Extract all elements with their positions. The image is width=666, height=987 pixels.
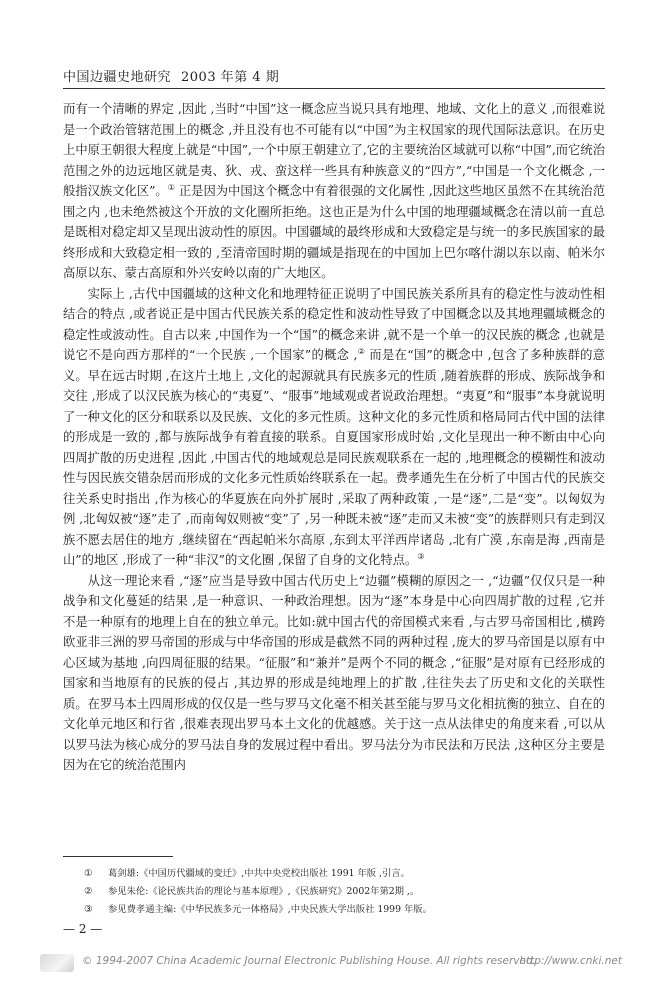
running-header [63, 66, 603, 85]
journal-title: 中国边疆史地研究 [63, 70, 172, 85]
paragraph-3-text: 从这一理论来看 ,“逐”应当是导致中国古代历史上“边疆”模糊的原因之一 ,“边疆”仅仅只是一种战争和文化蔓延的结果 ,是一种意识、一种政治理想。因为“逐”本身是中心向四周扩散的过程 ,它并不是一种原有的地理上自在的独立单元。比如:就中国古代的帝国模式来看 ,与古罗马帝国相比 ,横跨欧亚非三洲的罗马帝国的形成与中华帝国的形成是截然不同的两种过程 ,庞大的罗马帝国是以原有中心区域为基地 ,向四周征服的结果。“征服”和“兼并”是两个不同的概念 ,“征服”是对原有已经形成的国家和当地原有的民族的侵占 ,其边界的形成是纯地理上的扩散 ,往往失去了历史和文化的关联性质。在罗马本土四周形成的仅仅是一些与罗马文化毫不相关甚至能与罗马文化相抗衡的独立、自在的文化单元地区和行省 ,很难表现出罗马本土文化的优越感。关于这一点从法律史的角度来看 ,可以从以罗马法为核心成分的罗马法自身的发展过程中看出。罗马法分为市民法和万民法 ,这种区分主要是因为在它的统治范围内 [63, 573, 605, 772]
footnote-1 [84, 865, 604, 883]
paragraph-2 [63, 284, 605, 571]
footer-url-link[interactable]: http://www.cnki.net [519, 955, 622, 967]
paragraph-2-text-a: 实际上 ,古代中国疆域的这种文化和地理特征正说明了中国民族关系所具有的稳定性与波动性相结合的特点 ,或者说正是中国古代民族关系的稳定性和波动性导致了中国概念以及其地理疆域概念的稳定性或波动性。自古以来 ,中国作为一个“国”的概念来讲 ,就不是一个单一的汉民族的概念 ,也就是说它不是向西方那样的“一个民族 ,一个国家”的概念 , [63, 286, 605, 362]
footnote-text: 参见费孝通主编:《中华民族多元一体格局》,中央民族大学出版社 1999 年版。 [108, 904, 432, 915]
footnotes [84, 865, 604, 919]
publisher-footer [0, 950, 666, 980]
footnote-text: 参见朱伦:《论民族共治的理论与基本原理》,《民族研究》2002年第2期 ,。 [108, 886, 420, 897]
paragraph-1-text-a: 而有一个清晰的界定 ,因此 ,当时“中国”这一概念应当说只具有地理、地域、文化上的意义 ,而很难说是一个政治管辖范围上的概念 ,并且没有也不可能有以“中国”为主权国家的现代国际法意识。在历史上中原王朝很大程度上就是“中国”,一个中原王朝建立了,它的主要统治区域就可以称“中国”,而它统治范围之外的边远地区就是夷、狄、戎、蛮这样一些具有种族意义的“四方”,“中国是一个文化概念 ,一般指汉族文化区”。 [63, 102, 605, 198]
footnote-ref-2[interactable]: ② [357, 346, 366, 356]
paragraph-2-text-b: 而是在“国”的概念中 ,包含了多种族群的意义。早在远古时期 ,在这片土地上 ,文化的起源就具有民族多元的性质 ,随着族群的形成、族际战争和交往 ,形成了以汉民族为核心的“夷夏”、“服事”地域观或者说政治理想。“夷夏”和“服事”本身就说明了一种文化的区分和联系以及民族、文化的多元性质。这种文化的多元性质和格局同古代中国的法律的形成是一致的 ,都与族际战争有着直接的联系。自夏国家形成时始 ,文化呈现出一种不断由中心向四周扩散的历史进程 ,因此 ,中国古代的地域观总是同民族观联系在一起的 ,地理概念的模糊性和波动性与因民族交错杂居而形成的文化多元性质始终联系在一起。费孝通先生在分析了中国古代的民族交往关系史时指出 ,作为核心的华夏族在向外扩展时 ,采取了两种政策 ,一是“逐”,二是“变”。以匈奴为例 ,北匈奴被“逐”走了 ,而南匈奴则被“变”了 ,另一种既未被“逐”走而又未被“变”的族群则只有走到汉族不愿去居住的地方 ,继续留在“西起帕米尔高原 ,东到太平洋西岸诸岛 ,北有广漠 ,东南是海 ,西南是山”的地区 ,形成了一种“非汉”的文化圈 ,保留了自身的文化特点。 [63, 348, 606, 567]
issue-number: 2003 年第 4 期 [181, 70, 280, 85]
footer-text [82, 955, 622, 967]
footnote-ref-3[interactable]: ③ [417, 551, 425, 561]
footnote-2 [84, 883, 604, 901]
article-body [63, 99, 605, 776]
footnote-mark: ③ [84, 904, 93, 915]
paragraph-1 [63, 99, 605, 284]
footnote-mark: ② [84, 886, 93, 897]
cnki-logo-icon [40, 954, 74, 972]
footnote-text: 葛剑雄:《中国历代疆域的变迁》,中共中央党校出版社 1991 年版 ,引言。 [108, 868, 410, 879]
paragraph-3 [63, 571, 605, 776]
header-rule [63, 88, 605, 89]
footnote-ref-1[interactable]: ① [167, 182, 175, 192]
footnote-3 [84, 901, 604, 919]
footnote-rule [63, 856, 173, 857]
paragraph-1-text-b: 正是因为中国这个概念中有着很强的文化属性 ,因此这些地区虽然不在其统治范围之内 ,也未绝然被这个开放的文化圈所拒绝。这也正是为什么中国的地理疆域概念在清以前一直总是既相对稳定却又呈现出波动性的原因。中国疆域的最终形成和大致稳定是与统一的多民族国家的最终形成和大致稳定相一致的 ,至清帝国时期的疆域是指现在的中国加上巴尔喀什湖以东以南、帕米尔高原以东、蒙古高原和外兴安岭以南的广大地区。 [63, 184, 606, 280]
copyright-notice: © 1994-2007 China Academic Journal Electronic Publishing House. All rights reserved. [82, 955, 536, 967]
page-number: — 2 — [63, 922, 103, 936]
footnote-mark: ① [84, 868, 93, 879]
